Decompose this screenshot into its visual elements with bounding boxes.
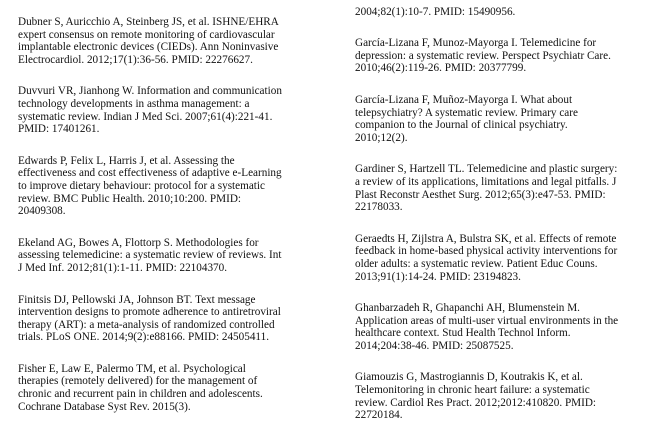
reference-line: older adults: a systematic review. Patient Educ Couns. — [355, 257, 598, 270]
reference-line: review. Cardiol Res Pract. 2012;2012:410820. PMID: — [355, 396, 597, 409]
reference-line: effectiveness and cost effectiveness of adaptive e-Learning — [18, 167, 282, 180]
reference-entry-edwards — [18, 155, 300, 218]
reference-entry-continued — [355, 0, 647, 18]
reference-entry-giamouzis — [355, 371, 647, 421]
reference-line: García-Lizana F, Muñoz-Mayorga I. What about — [355, 93, 573, 106]
reference-line: systematic review. Indian J Med Sci. 2007;61(4):221-41. — [18, 110, 273, 123]
reference-entry-gardiner — [355, 163, 647, 213]
reference-line: chronic and recurrent pain in children and adolescents. — [18, 388, 263, 401]
reference-line: Edwards P, Felix L, Harris J, et al. Assessing the — [18, 154, 235, 167]
reference-line: 20409308. — [18, 205, 66, 218]
reference-line: 2014;204:38-46. PMID: 25087525. — [355, 339, 514, 352]
reference-entry-duvvuri — [18, 85, 300, 135]
reference-line: Duvvuri VR, Jianhong W. Information and communication — [18, 85, 282, 98]
reference-line: PMID: 17401261. — [18, 123, 100, 136]
reference-line: Gardiner S, Hartzell TL. Telemedicine and plastic surgery: — [355, 163, 618, 176]
reference-line: 2010;46(2):119-26. PMID: 20377799. — [355, 62, 527, 75]
reference-line: 2013;91(1):14-24. PMID: 23194823. — [355, 270, 521, 283]
reference-entry-ghanbarzadeh — [355, 302, 647, 352]
reference-line: Dubner S, Auricchio A, Steinberg JS, et al. ISHNE/EHRA — [18, 16, 279, 28]
reference-entry-dubner — [18, 16, 300, 66]
reference-line: García-Lizana F, Munoz-Mayorga I. Telemedicine for — [355, 37, 597, 50]
reference-entry-garcia-lizana-telepsychiatry — [355, 94, 647, 144]
reference-line: telepsychiatry? A systematic review. Primary care — [355, 106, 578, 119]
reference-entry-geraedts — [355, 233, 647, 283]
reference-line: Cochrane Database Syst Rev. 2015(3). — [18, 400, 191, 413]
reference-entry-ekeland — [18, 237, 300, 275]
reference-line: expert consensus on remote monitoring of cardiovascular — [18, 28, 275, 41]
reference-line: Fisher E, Law E, Palermo TM, et al. Psychological — [18, 362, 246, 375]
reference-line: review. BMC Public Health. 2010;10:200. PMID: — [18, 192, 242, 205]
reference-line: therapy (ART): a meta-analysis of randomized controlled — [18, 318, 275, 331]
reference-line: Plast Reconstr Aesthet Surg. 2012;65(3):e47-53. PMID: — [355, 188, 606, 201]
reference-line: trials. PLoS ONE. 2014;9(2):e88166. PMID: 24505411. — [18, 331, 269, 344]
reference-line: 22178033. — [355, 201, 403, 214]
reference-line: a review of its applications, limitations and legal pitfalls. J — [355, 175, 617, 188]
reference-line: technology developments in asthma management: a — [18, 97, 250, 110]
reference-line: to improve dietary behaviour: protocol for a systematic — [18, 179, 265, 192]
reference-line: feedback in home-based physical activity interventions for — [355, 245, 618, 258]
reference-line: implantable electronic devices (CIEDs). Ann Noninvasive — [18, 41, 279, 54]
reference-line: Telemonitoring in chronic heart failure: a systematic — [355, 384, 590, 397]
reference-entry-fisher — [18, 363, 300, 413]
reference-line: therapies (remotely delivered) for the management of — [18, 375, 258, 388]
reference-line: assessing telemedicine: a systematic review of reviews. Int — [18, 249, 282, 262]
reference-line: healthcare context. Stud Health Technol Inform. — [355, 327, 571, 340]
reference-line: Ghanbarzadeh R, Ghapanchi AH, Blumenstein M. — [355, 302, 580, 315]
reference-line: companion to the Journal of clinical psychiatry. — [355, 119, 568, 132]
reference-line: Electrocardiol. 2012;17(1):36-56. PMID: 22276627. — [18, 53, 253, 66]
reference-line: Finitsis DJ, Pellowski JA, Johnson BT. Text message — [18, 293, 256, 306]
reference-entry-garcia-lizana-depression — [355, 37, 647, 75]
reference-line: intervention designs to promote adherence to antiretroviral — [18, 306, 281, 319]
reference-line: 2010;12(2). — [355, 131, 408, 144]
right-reference-column — [355, 0, 647, 441]
reference-line: 2004;82(1):10-7. PMID: 15490956. — [355, 5, 516, 18]
reference-line: J Med Inf. 2012;81(1):1-11. PMID: 22104370. — [18, 261, 228, 274]
reference-line: Application areas of multi-user virtual environments in the — [355, 314, 619, 327]
left-reference-column — [18, 16, 300, 432]
reference-line: Giamouzis G, Mastrogiannis D, Koutrakis K, et al. — [355, 371, 583, 384]
reference-line: 22720184. — [355, 409, 403, 422]
reference-line: Geraedts H, Zijlstra A, Bulstra SK, et al. Effects of remote — [355, 232, 617, 245]
reference-line: depression: a systematic review. Perspect Psychiatr Care. — [355, 49, 611, 62]
reference-line: Ekeland AG, Bowes A, Flottorp S. Methodologies for — [18, 236, 259, 249]
reference-entry-finitsis — [18, 294, 300, 344]
